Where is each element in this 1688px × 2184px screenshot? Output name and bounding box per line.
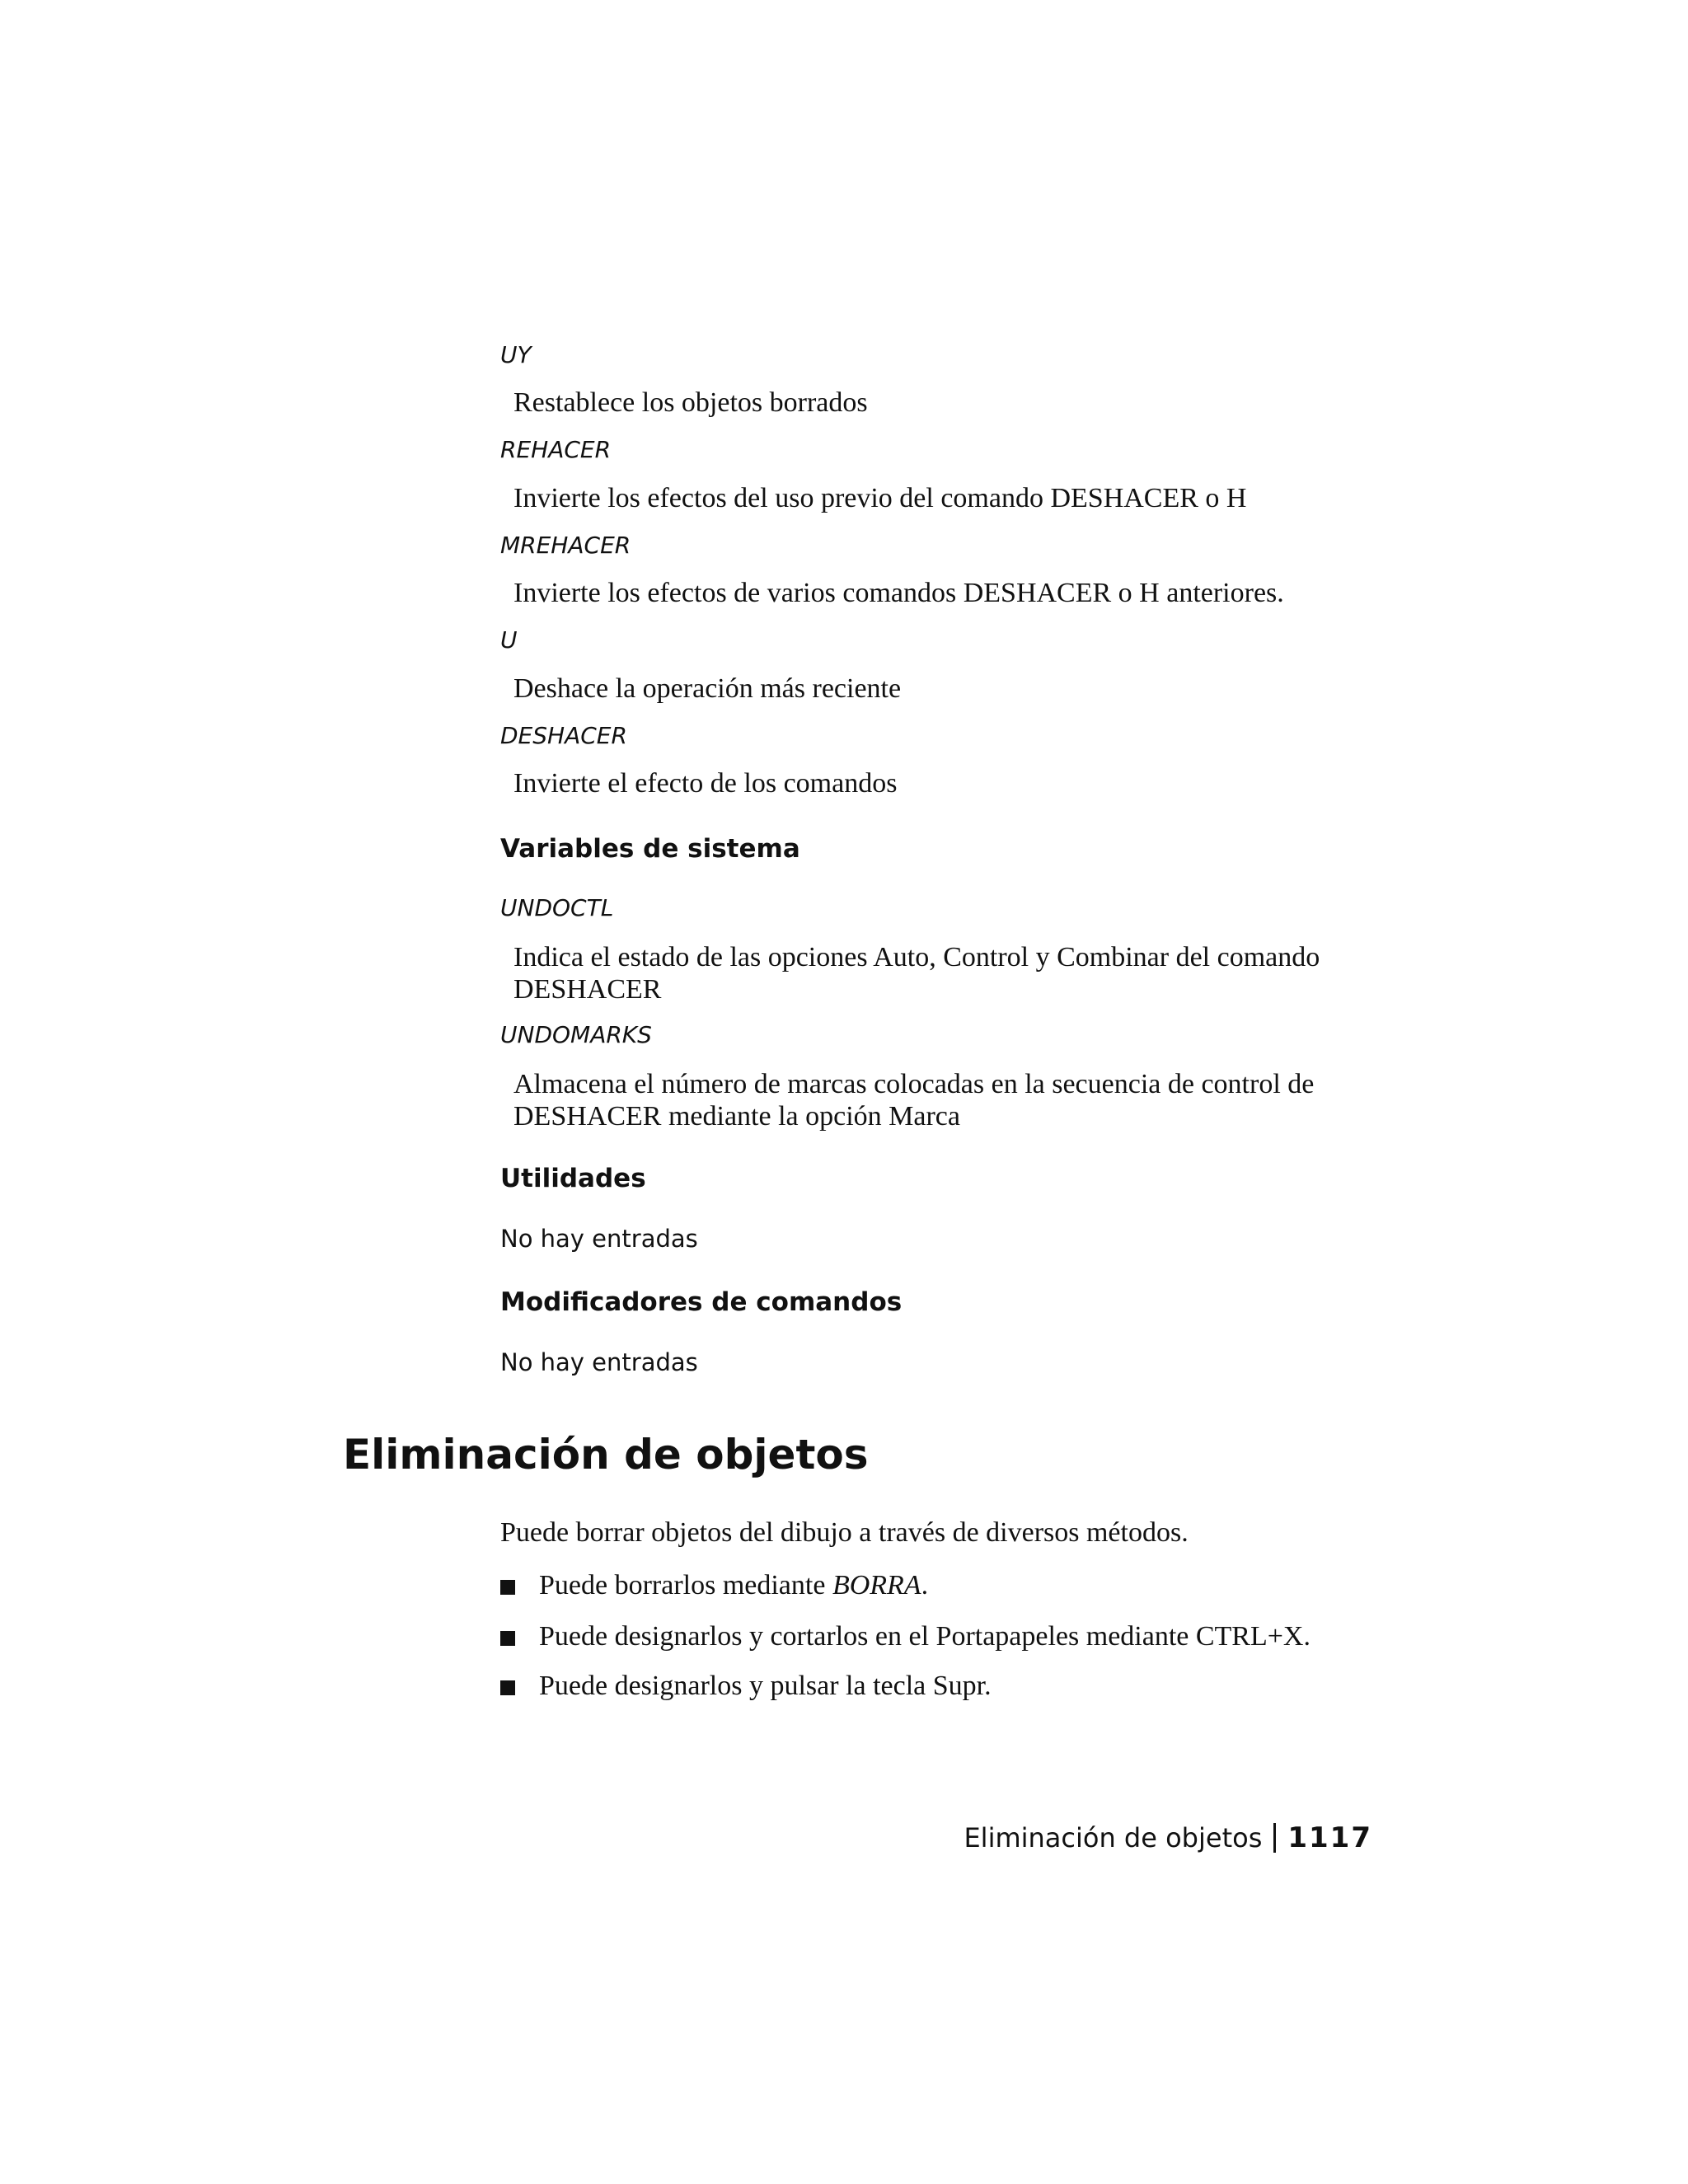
term-rehacer: REHACER <box>500 436 612 463</box>
square-bullet-icon <box>500 1631 515 1646</box>
square-bullet-icon <box>500 1680 515 1695</box>
list-item-text: Puede designarlos y pulsar la tecla Supr. <box>539 1671 992 1701</box>
description-rehacer: Invierte los efectos del uso previo del comando DESHACER o H <box>513 483 1247 513</box>
description-uy: Restablece los objetos borrados <box>513 387 868 418</box>
footer-title: Eliminación de objetos <box>964 1822 1263 1854</box>
utilities-heading: Utilidades <box>500 1164 646 1193</box>
section-title: Eliminación de objetos <box>343 1431 869 1479</box>
system-variables-heading: Variables de sistema <box>500 834 800 864</box>
command-modifiers-text: No hay entradas <box>500 1348 698 1376</box>
emphasis-text: BORRA <box>832 1570 921 1601</box>
list-item-text: Puede designarlos y cortarlos en el Portapapeles mediante CTRL+X. <box>539 1621 1311 1652</box>
term-undoctl: UNDOCTL <box>500 894 614 921</box>
description-mrehacer: Invierte los efectos de varios comandos DESHACER o H anteriores. <box>513 578 1284 608</box>
description-deshacer: Invierte el efecto de los comandos <box>513 768 898 799</box>
term-uy: UY <box>500 341 532 368</box>
command-modifiers-heading: Modificadores de comandos <box>500 1287 903 1317</box>
description-u: Deshace la operación más reciente <box>513 673 902 704</box>
description-undoctl: Indica el estado de las opciones Auto, Control y Combinar del comando DESHACER <box>513 942 1320 1005</box>
list-item-text: Puede borrarlos mediante BORRA. <box>539 1570 929 1601</box>
square-bullet-icon <box>500 1580 515 1595</box>
term-mrehacer: MREHACER <box>500 532 631 559</box>
footer-separator <box>1273 1823 1276 1853</box>
description-undomarks: Almacena el número de marcas colocadas en la secuencia de control de DESHACER mediante la opción Marca <box>513 1069 1315 1132</box>
page-footer <box>964 1820 1372 1856</box>
page-number: 1117 <box>1287 1821 1372 1854</box>
term-undomarks: UNDOMARKS <box>500 1021 652 1048</box>
term-deshacer: DESHACER <box>500 722 627 749</box>
section-intro: Puede borrar objetos del dibujo a través de diversos métodos. <box>500 1517 1189 1548</box>
term-u: U <box>500 626 518 654</box>
utilities-text: No hay entradas <box>500 1225 698 1253</box>
